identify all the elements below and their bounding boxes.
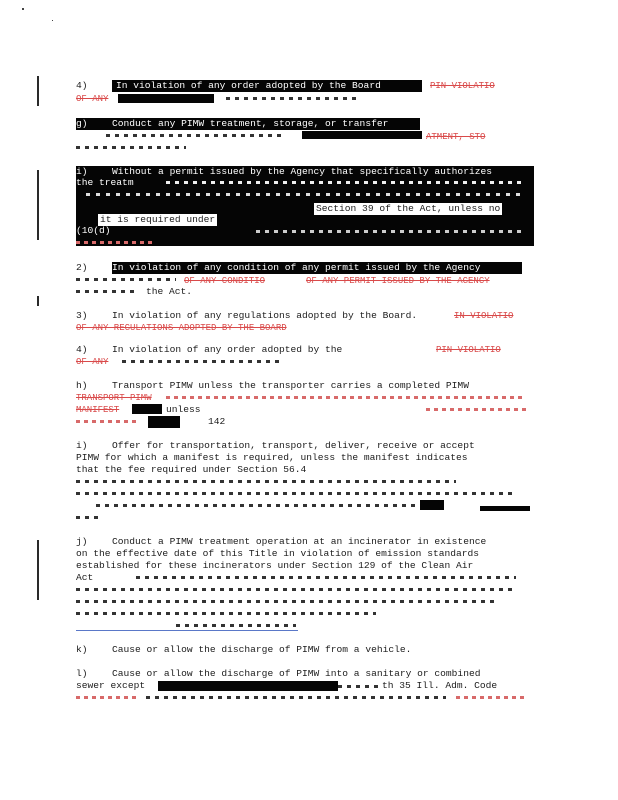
item-label: h) <box>76 380 88 391</box>
scan-noise <box>256 230 526 233</box>
item-text: the Act. <box>146 286 193 297</box>
strike-text: OF ANY REGULATIONS ADOPTED BY THE BOARD <box>76 323 287 333</box>
item-text: th 35 Ill. Adm. Code <box>382 680 498 691</box>
scan-noise <box>76 241 156 244</box>
item-number: 142 <box>208 416 226 427</box>
item-text: Without a permit issued by the Agency that specifically authorizes <box>112 166 492 177</box>
item-text: (10(d) <box>76 225 111 236</box>
scan-noise <box>136 576 516 579</box>
item-text: that the fee required under Section 56.4 <box>76 464 307 475</box>
scan-noise <box>76 600 496 603</box>
strike-text: MANIFEST <box>76 405 120 415</box>
strike-text: PIN VIOLATIO <box>436 345 501 355</box>
item-text: Section 39 of the Act, unless no <box>316 203 501 214</box>
item-label: 3) <box>76 310 88 321</box>
scan-noise <box>76 146 186 149</box>
item-text: Conduct any PIMW treatment, storage, or transfer <box>112 118 389 129</box>
item-label: i) <box>76 166 88 177</box>
item-text: on the effective date of this Title in violation of emission standards <box>76 548 480 559</box>
underline-mark <box>76 630 298 631</box>
item-label: j) <box>76 536 88 547</box>
item-label: 4) <box>76 344 88 355</box>
item-label: g) <box>76 118 88 129</box>
strike-text: OF ANY <box>76 357 109 367</box>
redaction-block <box>158 681 338 691</box>
strike-text: TRANSPORT PIMW <box>76 393 152 403</box>
item-text: sewer except <box>76 680 146 691</box>
scan-noise <box>146 696 446 699</box>
scan-noise <box>76 588 516 591</box>
item-text: it is required under <box>100 214 216 225</box>
margin-bar <box>37 540 39 600</box>
item-text: Transport PIMW unless the transporter carries a completed PIMW <box>112 380 469 391</box>
item-text: the treatm <box>76 177 134 188</box>
scan-noise <box>166 396 526 399</box>
item-text: Conduct a PIMW treatment operation at an incinerator in existence <box>112 536 487 547</box>
scan-noise <box>456 696 526 699</box>
scan-noise <box>176 624 296 627</box>
margin-bar <box>37 76 39 106</box>
item-text: Act <box>76 572 94 583</box>
redaction-block <box>132 404 162 414</box>
scan-noise <box>76 278 176 281</box>
redaction-block <box>118 94 214 103</box>
redaction-block <box>480 506 530 511</box>
strike-text: IN VIOLATIO <box>454 311 514 321</box>
line <box>76 80 88 92</box>
scan-noise <box>338 685 378 688</box>
scan-noise <box>122 360 282 363</box>
scan-noise <box>96 504 426 507</box>
redaction-block <box>302 131 422 139</box>
strike-text: ATMENT, STO <box>426 132 486 142</box>
item-text: Offer for transportation, transport, deliver, receive or accept <box>112 440 475 451</box>
item-text: In violation of any order adopted by the <box>112 344 343 355</box>
strike-text: OF ANY CONDITIO <box>184 276 266 286</box>
scan-noise <box>166 181 526 184</box>
item-text: In violation of any condition of any permit issued by the Agency <box>112 262 481 273</box>
scan-noise <box>76 480 456 483</box>
item-text: In violation of any order adopted by the Board <box>116 80 381 91</box>
scan-noise <box>76 516 100 519</box>
margin-bar <box>37 170 39 240</box>
item-label: 2) <box>76 262 88 273</box>
item-text: In violation of any regulations adopted by the Board. <box>112 310 418 321</box>
scan-noise <box>226 97 356 100</box>
item-text: established for these incinerators under Section 129 of the Clean Air <box>76 560 474 571</box>
item-label: 4) <box>76 80 88 91</box>
scan-speck <box>22 8 24 10</box>
scan-noise <box>76 612 376 615</box>
scan-noise <box>426 408 526 411</box>
redaction-block <box>148 416 180 428</box>
scan-noise <box>76 696 136 699</box>
strike-text: OF ANY PERMIT ISSUED BY THE AGENCY <box>306 276 490 286</box>
item-label: k) <box>76 644 88 655</box>
item-text: Cause or allow the discharge of PIMW from a vehicle. <box>112 644 412 655</box>
scan-speck <box>52 20 53 21</box>
strike-text: PIN VIOLATIO <box>430 81 495 91</box>
redaction-block <box>420 500 444 510</box>
scan-noise <box>76 290 136 293</box>
item-label: l) <box>76 668 88 679</box>
item-text: unless <box>166 404 201 415</box>
item-text: PIMW for which a manifest is required, unless the manifest indicates <box>76 452 468 463</box>
scan-noise <box>76 492 516 495</box>
margin-bar <box>37 296 39 306</box>
item-label: i) <box>76 440 88 451</box>
scan-noise <box>76 420 136 423</box>
item-text: Cause or allow the discharge of PIMW into a sanitary or combined <box>112 668 481 679</box>
scan-noise <box>86 193 526 196</box>
scan-noise <box>106 134 286 137</box>
strike-text: OF ANY <box>76 94 109 104</box>
